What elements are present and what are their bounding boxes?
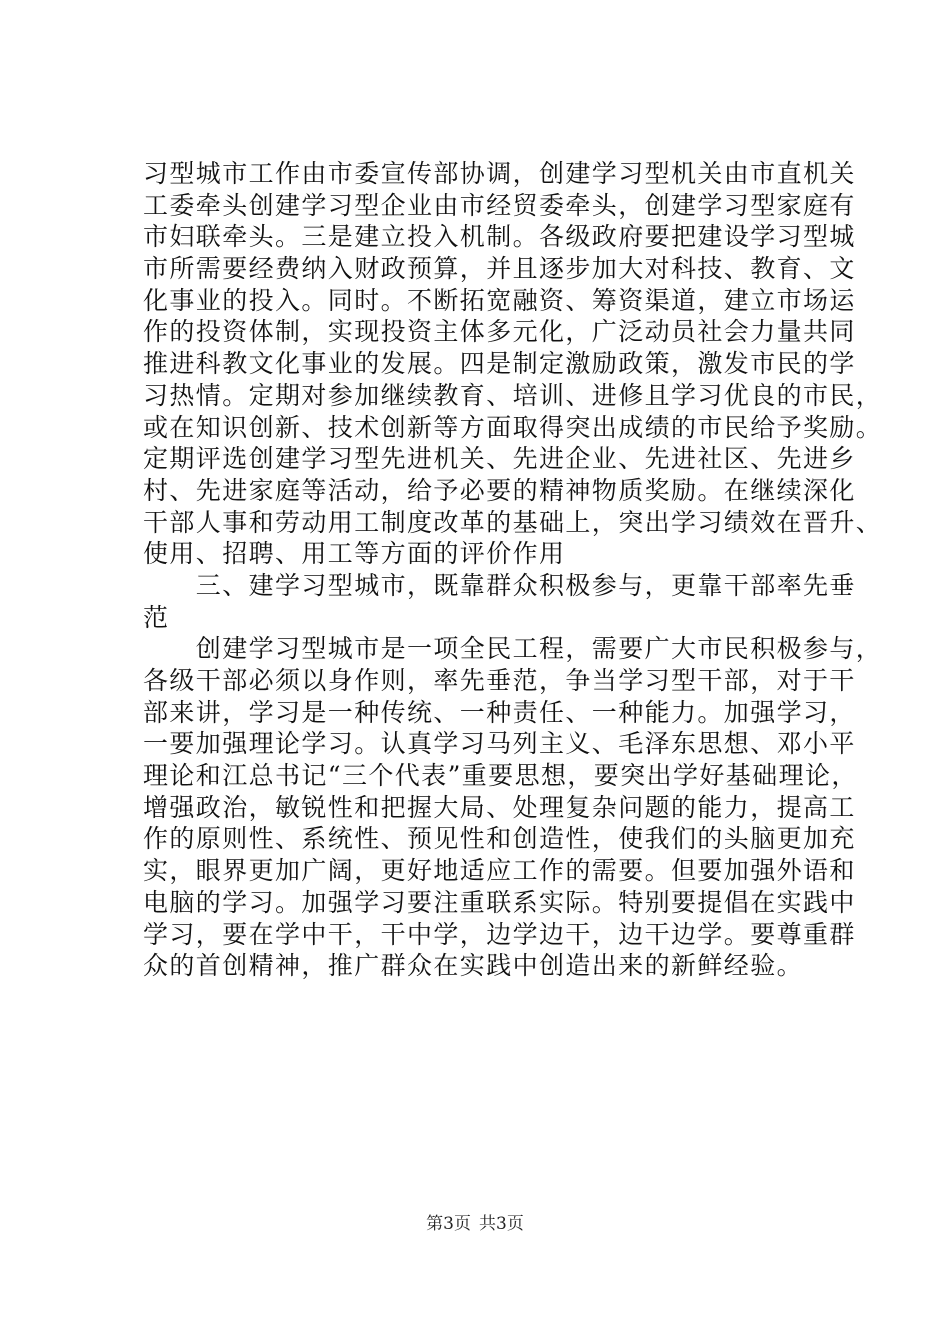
page-footer <box>0 1212 950 1236</box>
text-line: 习型城市工作由市委宣传部协调，创建学习型机关由市直机关 <box>143 159 856 188</box>
section-heading-continued: 范 <box>143 602 170 632</box>
text-line: 创建学习型城市是一项全民工程，需要广大市民积极参与， <box>143 634 883 664</box>
text-line: 众的首创精神，推广群众在实践中创造出来的新鲜经验。 <box>143 951 804 981</box>
text-line: 各级干部必须以身作则，率先垂范，争当学习型干部，对于干 <box>143 666 856 695</box>
text-line: 村、先进家庭等活动，给予必要的精神物质奖励。在继续深化 <box>143 475 856 505</box>
body-text <box>143 158 883 982</box>
text-line: 理论和江总书记“三个代表”重要思想，要突出学好基础理论， <box>143 761 858 791</box>
text-line: 市所需要经费纳入财政预算，并且逐步加大对科技、教育、文 <box>143 254 856 284</box>
text-line: 习热情。定期对参加继续教育、培训、进修且学习优良的市民， <box>143 380 883 410</box>
text-line: 部来讲，学习是一种传统、一种责任、一种能力。加强学习， <box>143 697 856 727</box>
text-line: 化事业的投入。同时。不断拓宽融资、筹资渠道，建立市场运 <box>143 285 856 315</box>
page-number: 第3页 <box>426 1214 471 1234</box>
text-line: 作的原则性、系统性、预见性和创造性，使我们的头脑更加充 <box>143 824 856 854</box>
text-line: 或在知识创新、技术创新等方面取得突出成绩的市民给予奖励。 <box>143 412 883 442</box>
page-total: 共3页 <box>479 1214 524 1234</box>
text-line: 学习，要在学中干，干中学，边学边干，边干边学。要尊重群 <box>143 919 856 949</box>
text-line: 工委牵头创建学习型企业由市经贸委牵头，创建学习型家庭有 <box>143 190 856 220</box>
text-line: 增强政治，敏锐性和把握大局、处理复杂问题的能力，提高工 <box>143 792 856 822</box>
text-line: 一要加强理论学习。认真学习马列主义、毛泽东思想、邓小平 <box>143 729 856 759</box>
text-line: 电脑的学习。加强学习要注重联系实际。特别要提倡在实践中 <box>143 887 856 917</box>
text-line: 定期评选创建学习型先进机关、先进企业、先进社区、先进乡 <box>143 444 856 474</box>
text-line: 作的投资体制，实现投资主体多元化，广泛动员社会力量共同 <box>143 317 856 347</box>
text-line: 市妇联牵头。三是建立投入机制。各级政府要把建设学习型城 <box>143 222 856 252</box>
text-line: 实，眼界更加广阔，更好地适应工作的需要。但要加强外语和 <box>143 856 856 886</box>
text-line: 干部人事和劳动用工制度改革的基础上，突出学习绩效在晋升、 <box>143 507 883 537</box>
text-line: 使用、招聘、用工等方面的评价作用 <box>143 539 566 569</box>
text-line: 推进科教文化事业的发展。四是制定激励政策，激发市民的学 <box>143 349 856 379</box>
section-heading: 三、建学习型城市，既靠群众积极参与，更靠干部率先垂 <box>143 570 856 600</box>
